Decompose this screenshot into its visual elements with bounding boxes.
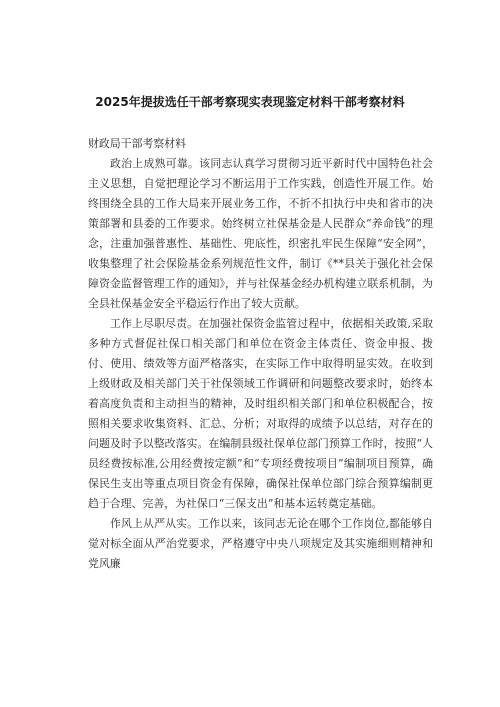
paragraph-conduct: 作风上从严从实。工作以来，该同志无论在哪个工作岗位,都能够自觉对标全面从严治党要求，严格遵守中央八项规定及其实施细则精神和党风廉 — [88, 517, 433, 570]
paragraph-work: 工作上尽职尽责。在加强社保资金监管过程中，依据相关政策,采取多种方式督促社保口相关部门和单位在资金主体责任、资金申报、拨付、使用、绩效等方面严格落实，在实际工作中取得明显实效。在收到上级财政及相关部门关于社保领域工作调研和问题整改要求时，始终本着高度负责和主动担当的精神，及时组织相关部门和单位积极配合，按照相关要求收集资料、汇总、分析；对取得的成绩予以总结，对存在的问题及时予以整改落实。在编制县级社保单位部门预算工作时，按照“人员经费按标准,公用经费按定额”和“专项经费按项目”编制项目预算，确保民生支出等重点项目资金有保障，确保社保单位部门综合预算编制更趋于合理、完善，为社保口“三保支出”和基本运转奠定基础。 — [88, 317, 433, 510]
document-body — [88, 134, 433, 574]
document-title: 2025年提拔选任干部考察现实表现鉴定材料干部考察材料 — [95, 95, 405, 109]
paragraph-political: 政治上成熟可靠。该同志认真学习贯彻习近平新时代中国特色社会主义思想，自觉把理论学习不断运用于工作实践，创造性开展工作。始终围绕全县的工作大局来开展业务工作，不折不扣执行中央和省市的决策部署和县委的工作要求。始终树立社保基金是人民群众“养命钱”的理念，注重加强普惠性、基础性、兜底性，织密扎牢民生保障“安全网”，收集整理了社会保险基金系列规范性文件，制订《**县关于强化社会保障资金监督管理工作的通知》，并与社保基金经办机构建立联系机制，为全县社保基金安全平稳运行作出了较大贡献。 — [88, 157, 433, 310]
author-line: 财政局干部考察材料 — [88, 137, 187, 150]
